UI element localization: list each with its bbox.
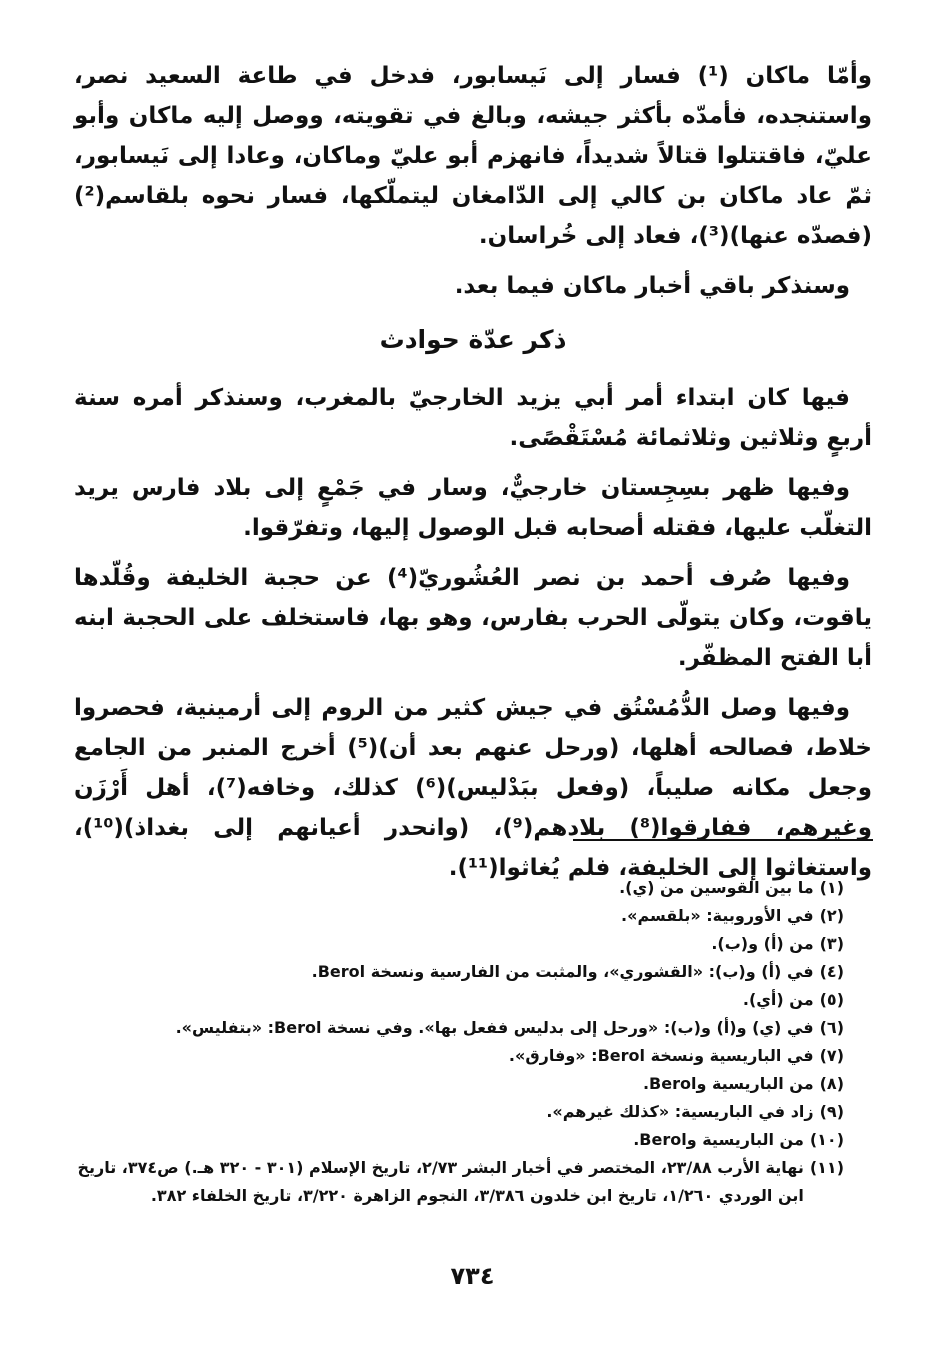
paragraph-makan: وأمّا ماكان (¹) فسار إلى نَيسابور، فدخل في طاعة السعيد نصر، واستنجده، فأمدّه بأكثر جيشه، وبالغ في تقويته، ووصل إليه ماكان وأبو عليّ، فاقتتلوا قتالاً شديداً، فانهزم أبو عليّ وماكان، وعادا إلى نَيسابور، ثمّ عاد ماكان بن كالي إلى الدّامغان ليتملّكها، فسار نحوه بلقاسم(²) (فصدّه عنها)(³)، فعاد إلى خُراسان. bbox=[74, 63, 873, 249]
footnote-number: (٥) bbox=[819, 990, 844, 1009]
footnote-number: (٢) bbox=[819, 906, 844, 925]
footnotes bbox=[74, 874, 844, 1210]
footnote bbox=[74, 1042, 844, 1070]
footnote-number: (٣) bbox=[819, 934, 844, 953]
page-number: ٧٣٤ bbox=[450, 1262, 495, 1290]
footnote-number: (٧) bbox=[819, 1046, 844, 1065]
footnote-text: من (أي). bbox=[742, 990, 814, 1009]
footnote bbox=[74, 1098, 844, 1126]
footnote-number: (٩) bbox=[819, 1102, 844, 1121]
footnote-text: في (ي) و(أ) و(ب): «ورحل إلى بدليس ففعل بها». وفي نسخة Berol: «بتفليس». bbox=[175, 1018, 814, 1037]
paragraph-sijistan: وفيها ظهر بسِجِستان خارجيٌّ، وسار في جَمْعٍ إلى بلاد فارس يريد التغلّب عليها، فقتله أصحابه قبل الوصول إليها، وتفرّقوا. bbox=[74, 475, 872, 541]
footnote bbox=[74, 1014, 844, 1042]
footnote bbox=[74, 902, 844, 930]
footnote bbox=[74, 874, 844, 902]
footnote-text: من الباريسية وBerol. bbox=[633, 1130, 804, 1149]
footnote-divider bbox=[573, 839, 873, 841]
section-heading: ذكر عدّة حوادث bbox=[379, 325, 567, 354]
footnote-text: من (أ) و(ب). bbox=[711, 934, 814, 953]
footnote-text: في الأوروبية: «بلقسم». bbox=[621, 906, 814, 925]
footnote bbox=[74, 986, 844, 1014]
footnote-number: (٤) bbox=[819, 962, 844, 981]
footnote-text: زاد في الباريسية: «كذلك غيرهم». bbox=[546, 1102, 814, 1121]
footnote bbox=[74, 1126, 844, 1154]
footnote-number: (٦) bbox=[819, 1018, 844, 1037]
paragraph-abu-yazid: فيها كان ابتداء أمر أبي يزيد الخارجيّ بالمغرب، وسنذكر أمره سنة أربعٍ وثلاثين وثلاثمائة مُسْتَقْصًى. bbox=[74, 385, 872, 451]
footnote-text: من الباريسية وBerol. bbox=[642, 1074, 814, 1093]
footnote-text: في الباريسية ونسخة Berol: «وفارق». bbox=[508, 1046, 814, 1065]
footnote-text: نهاية الأرب ٢٣/٨٨، المختصر في أخبار البشر ٢/٧٣، تاريخ الإسلام (٣٠١ - ٣٢٠ هـ.) ص٣٧٤، تاريخ ابن الوردي ١/٢٦٠، تاريخ ابن خلدون ٣/٣٨٦، النجوم الزاهرة ٣/٢٢٠، تاريخ الخلفاء ٣٨٢. bbox=[77, 1158, 804, 1205]
paragraph-hijaba: وفيها صُرف أحمد بن نصر العُشُوريّ(⁴) عن حجبة الخليفة وقُلّدها ياقوت، وكان يتولّى الحرب بفارس، وهو بها، فاستخلف على الحجبة ابنه أبا الفتح المظفّر. bbox=[74, 565, 872, 671]
footnote-text: في (أ) و(ب): «القشوري»، والمثبت من الفارسية ونسخة Berol. bbox=[311, 962, 814, 981]
footnote bbox=[74, 958, 844, 986]
footnote bbox=[74, 1070, 844, 1098]
paragraph-domestikos: وفيها وصل الدُّمُسْتُق في جيش كثير من الروم إلى أرمينية، فحصروا خلاط، فصالحه أهلها، (ورحل عنهم بعد أن)(⁵) أخرج المنبر من الجامع وجعل مكانه صليباً، (وفعل ببَدْليس)(⁶) كذلك، وخافه(⁷)، أهل أَرْزَن وغيرهم، ففارقوا(⁸) بلادهم(⁹)، (وانحدر أعيانهم إلى بغداذ)(¹⁰)، واستغاثوا إلى الخليفة، فلم يُغاثوا(¹¹). bbox=[74, 695, 872, 881]
footnote-text: ما بين القوسين من (ي). bbox=[619, 878, 814, 897]
footnote-number: (١) bbox=[819, 878, 844, 897]
footnote-number: (١٠) bbox=[809, 1130, 844, 1149]
footnote bbox=[74, 930, 844, 958]
paragraph-makan-later: وسنذكر باقي أخبار ماكان فيما بعد. bbox=[454, 273, 850, 299]
footnote bbox=[74, 1154, 844, 1210]
main-text bbox=[74, 56, 872, 898]
footnote-number: (٨) bbox=[819, 1074, 844, 1093]
footnote-number: (١١) bbox=[809, 1158, 844, 1177]
